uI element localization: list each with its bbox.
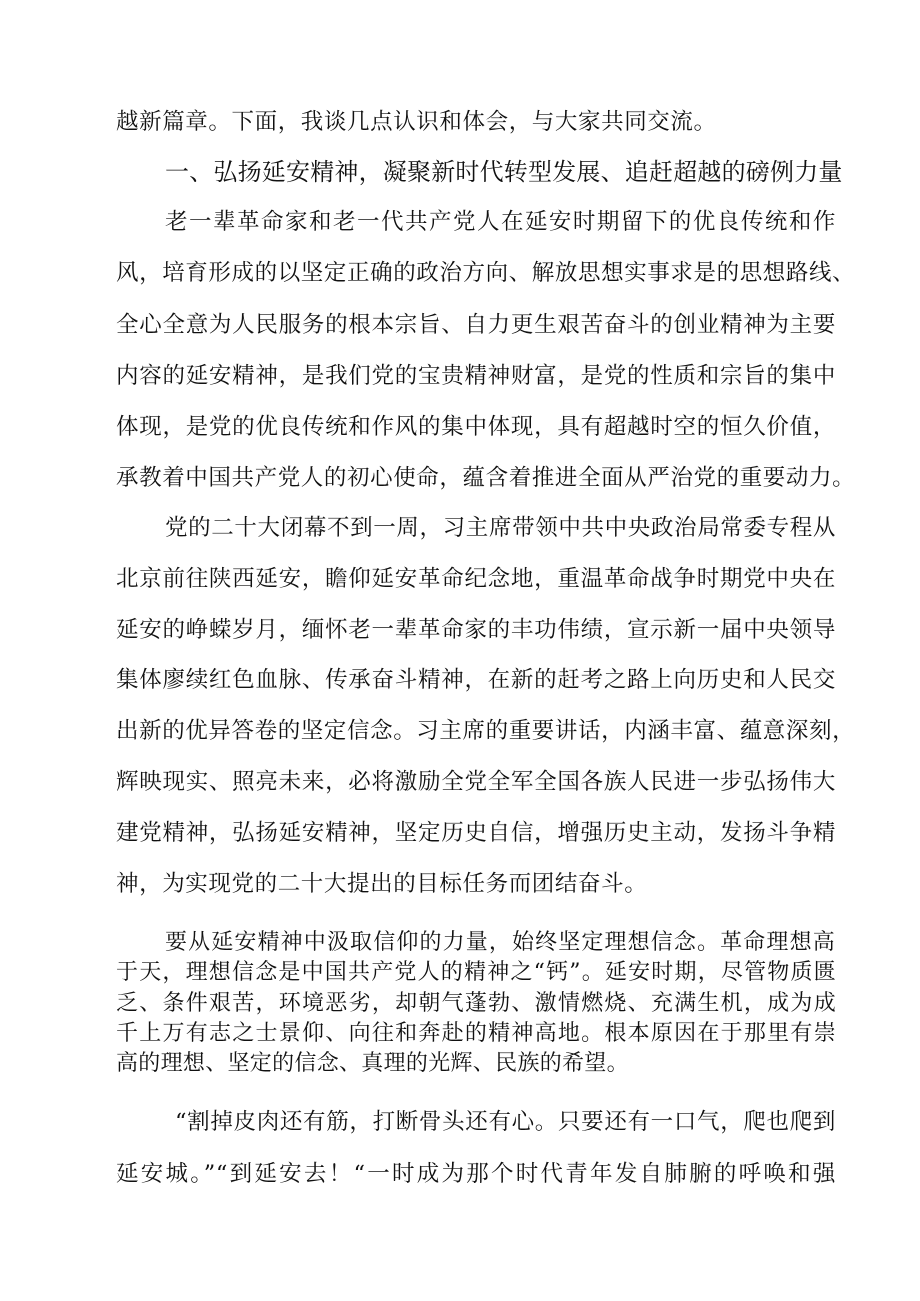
paragraph-2-line: 北京前往陕西延安，瞻仰延安革命纪念地，重温革命战争时期党中央在 bbox=[116, 566, 836, 592]
paragraph-4-line: “割掉皮肉还有筋，打断骨头还有心。只要还有一口气，爬也爬到 bbox=[175, 1109, 836, 1135]
paragraph-2-line: 神，为实现党的二十大提出的目标任务而团结奋斗。 bbox=[116, 871, 648, 897]
paragraph-3-line: 乏、条件艰苦，环境恶劣，却朝气蓬勃、激情燃烧、充满生机，成为成 bbox=[116, 991, 836, 1016]
paragraph-2-line: 集体廖续红色血脉、传承奋斗精神，在新的赶考之路上向历史和人民交 bbox=[116, 667, 836, 693]
paragraph-2-line: 党的二十大闭幕不到一周，习主席带领中共中央政治局常委专程从 bbox=[165, 515, 836, 541]
paragraph-1-line: 全心全意为人民服务的根本宗旨、自力更生艰苦奋斗的创业精神为主要 bbox=[116, 312, 836, 338]
paragraph-3-line: 高的理想、坚定的信念、真理的光辉、民族的希望。 bbox=[116, 1051, 629, 1076]
continuation-line: 越新篇章。下面，我谈几点认识和体会，与大家共同交流。 bbox=[116, 109, 717, 135]
paragraph-1-line: 体现，是党的优良传统和作风的集中体现，具有超越时空的恒久价值， bbox=[116, 414, 836, 440]
paragraph-1-line: 承教着中国共产党人的初心使命，蕴含着推进全面从严治党的重要动力。 bbox=[116, 465, 856, 491]
paragraph-2-line: 辉映现实、照亮未来，必将激励全党全军全国各族人民进一步弘扬伟大 bbox=[116, 769, 836, 795]
paragraph-2-line: 延安的峥蝾岁月，缅怀老一辈革命家的丰功伟绩，宣示新一届中央领导 bbox=[116, 617, 836, 643]
section-heading: 一、弘扬延安精神，凝聚新时代转型发展、追赶超越的磅例力量 bbox=[165, 158, 843, 186]
paragraph-2-line: 建党精神，弘扬延安精神，坚定历史自信，增强历史主动，发扬斗争精 bbox=[116, 820, 836, 846]
paragraph-1-line: 内容的延安精神，是我们党的宝贵精神财富，是党的性质和宗旨的集中 bbox=[116, 363, 836, 389]
paragraph-3-line: 于天，理想信念是中国共产党人的精神之“钙”。延安时期，尽管物质匮 bbox=[116, 960, 836, 985]
paragraph-3-line: 千上万有志之士景仰、向往和奔赴的精神高地。根本原因在于那里有崇 bbox=[116, 1021, 836, 1046]
paragraph-1-line: 老一辈革命家和老一代共产党人在延安时期留下的优良传统和作 bbox=[165, 209, 836, 235]
paragraph-3-line: 要从延安精神中汲取信仰的力量，始终坚定理想信念。革命理想高 bbox=[165, 930, 835, 955]
paragraph-1-line: 风，培育形成的以坚定正确的政治方向、解放思想实事求是的思想路线、 bbox=[116, 260, 856, 286]
paragraph-2-line: 出新的优异答卷的坚定信念。习主席的重要讲话，内涵丰富、蕴意深刻， bbox=[116, 718, 856, 744]
paragraph-4-line: 延安城。”“到延安去！“一时成为那个时代青年发自肺腑的呼唤和强 bbox=[116, 1161, 836, 1187]
